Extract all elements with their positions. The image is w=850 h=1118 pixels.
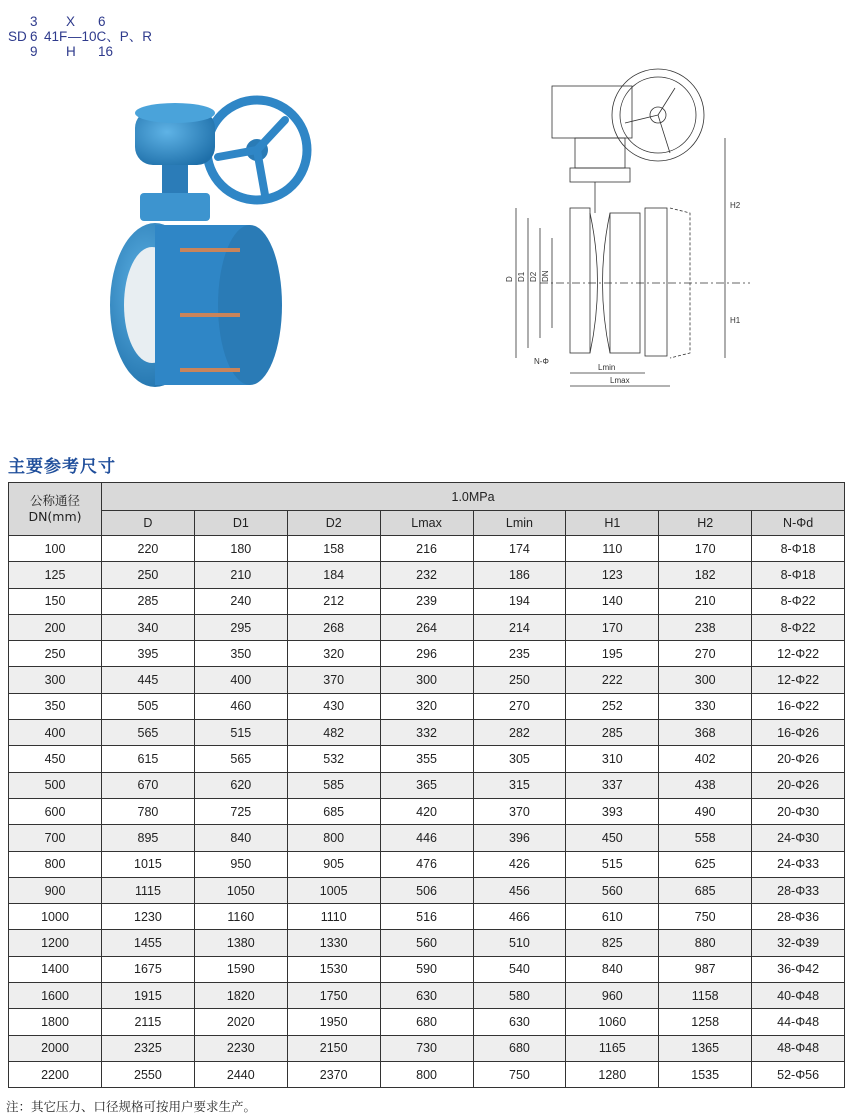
table-cell: 895 (102, 825, 195, 851)
table-cell: 40-Φ48 (752, 983, 845, 1009)
table-cell: 700 (9, 825, 102, 851)
table-cell: 300 (9, 667, 102, 693)
valve-dimension-drawing (500, 68, 760, 403)
table-cell: 210 (659, 588, 752, 614)
table-cell: 20-Φ26 (752, 772, 845, 798)
table-cell: 1005 (287, 877, 380, 903)
table-cell: 1110 (287, 904, 380, 930)
model-code-top-3: 6 (98, 14, 106, 29)
table-cell: 232 (380, 562, 473, 588)
table-cell: 174 (473, 536, 566, 562)
table-cell: 450 (9, 746, 102, 772)
table-cell: 240 (194, 588, 287, 614)
table-cell: 685 (287, 798, 380, 824)
table-cell: 184 (287, 562, 380, 588)
table-cell: 268 (287, 614, 380, 640)
table-cell: 2150 (287, 1035, 380, 1061)
col-header-lmax: Lmax (380, 511, 473, 536)
table-cell: 2200 (9, 1061, 102, 1087)
table-cell: 506 (380, 877, 473, 903)
table-cell: 466 (473, 904, 566, 930)
table-cell: 220 (102, 536, 195, 562)
table-cell: 200 (9, 614, 102, 640)
table-cell: 750 (659, 904, 752, 930)
table-cell: 450 (566, 825, 659, 851)
table-cell: 170 (659, 536, 752, 562)
table-cell: 44-Φ48 (752, 1009, 845, 1035)
table-cell: 565 (102, 720, 195, 746)
table-cell: 350 (194, 641, 287, 667)
table-cell: 456 (473, 877, 566, 903)
model-code-pressure: —10C、P、R (68, 29, 153, 44)
table-cell: 194 (473, 588, 566, 614)
table-cell: 270 (473, 693, 566, 719)
col-header-lmin: Lmin (473, 511, 566, 536)
table-cell: 905 (287, 851, 380, 877)
table-cell: 1050 (194, 877, 287, 903)
model-code-structure: 41F (44, 29, 68, 44)
table-cell: 1750 (287, 983, 380, 1009)
table-cell: 170 (566, 614, 659, 640)
footnote: 注：其它压力、口径规格可按用户要求生产。 (6, 1099, 257, 1114)
table-cell: 393 (566, 798, 659, 824)
table-cell: 2325 (102, 1035, 195, 1061)
table-cell: 800 (9, 851, 102, 877)
table-cell: 460 (194, 693, 287, 719)
table-cell: 16-Φ26 (752, 720, 845, 746)
table-cell: 420 (380, 798, 473, 824)
table-cell: 350 (9, 693, 102, 719)
table-cell: 264 (380, 614, 473, 640)
table-cell: 320 (380, 693, 473, 719)
table-cell: 670 (102, 772, 195, 798)
butterfly-valve-with-handwheel-photo (100, 75, 350, 410)
model-code-prefix: SD (8, 29, 27, 44)
table-row (9, 562, 845, 588)
col-header-n-phi-d: N-Φd (752, 511, 845, 536)
table-cell: 123 (566, 562, 659, 588)
table-cell: 355 (380, 746, 473, 772)
table-cell: 1400 (9, 956, 102, 982)
table-cell: 438 (659, 772, 752, 798)
table-cell: 505 (102, 693, 195, 719)
table-cell: 1365 (659, 1035, 752, 1061)
table-cell: 28-Φ33 (752, 877, 845, 903)
table-cell: 630 (473, 1009, 566, 1035)
table-cell: 1158 (659, 983, 752, 1009)
table-cell: 48-Φ48 (752, 1035, 845, 1061)
table-cell: 725 (194, 798, 287, 824)
table-row (9, 641, 845, 667)
table-cell: 250 (9, 641, 102, 667)
table-cell: 2115 (102, 1009, 195, 1035)
label-H1: H1 (730, 316, 741, 325)
dn-header (9, 483, 102, 536)
table-cell: 305 (473, 746, 566, 772)
table-cell: 2020 (194, 1009, 287, 1035)
table-cell: 500 (9, 772, 102, 798)
table-cell: 900 (9, 877, 102, 903)
table-cell: 685 (659, 877, 752, 903)
table-cell: 1280 (566, 1061, 659, 1087)
table-cell: 680 (380, 1009, 473, 1035)
table-row (9, 1009, 845, 1035)
table-cell: 24-Φ30 (752, 825, 845, 851)
label-DN: DN (541, 270, 550, 282)
table-cell: 12-Φ22 (752, 667, 845, 693)
table-cell: 482 (287, 720, 380, 746)
dn-header-line1: 公称通径 (29, 493, 80, 508)
table-cell: 8-Φ22 (752, 614, 845, 640)
table-cell: 620 (194, 772, 287, 798)
table-cell: 8-Φ22 (752, 588, 845, 614)
table-cell: 337 (566, 772, 659, 798)
table-row (9, 983, 845, 1009)
table-row (9, 720, 845, 746)
table-cell: 310 (566, 746, 659, 772)
table-row (9, 614, 845, 640)
table-cell: 20-Φ30 (752, 798, 845, 824)
table-cell: 476 (380, 851, 473, 877)
table-row (9, 588, 845, 614)
table-cell: 28-Φ36 (752, 904, 845, 930)
table-cell: 987 (659, 956, 752, 982)
table-cell: 1015 (102, 851, 195, 877)
table-cell: 840 (194, 825, 287, 851)
table-cell: 282 (473, 720, 566, 746)
table-cell: 615 (102, 746, 195, 772)
table-cell: 1200 (9, 930, 102, 956)
table-cell: 490 (659, 798, 752, 824)
model-code-top-1: 3 (30, 14, 38, 29)
table-cell: 20-Φ26 (752, 746, 845, 772)
table-cell: 315 (473, 772, 566, 798)
table-cell: 600 (9, 798, 102, 824)
table-cell: 8-Φ18 (752, 562, 845, 588)
table-cell: 430 (287, 693, 380, 719)
table-cell: 295 (194, 614, 287, 640)
table-cell: 252 (566, 693, 659, 719)
table-cell: 1530 (287, 956, 380, 982)
table-cell: 400 (9, 720, 102, 746)
table-cell: 32-Φ39 (752, 930, 845, 956)
table-row (9, 956, 845, 982)
table-cell: 446 (380, 825, 473, 851)
table-row (9, 1061, 845, 1087)
table-cell: 1950 (287, 1009, 380, 1035)
model-code-bottom-1: 9 (30, 44, 38, 59)
table-cell: 558 (659, 825, 752, 851)
table-row (9, 746, 845, 772)
table-cell: 150 (9, 588, 102, 614)
table-cell: 560 (566, 877, 659, 903)
table-cell: 396 (473, 825, 566, 851)
table-cell: 400 (194, 667, 287, 693)
table-cell: 1115 (102, 877, 195, 903)
table-cell: 285 (566, 720, 659, 746)
table-cell: 1535 (659, 1061, 752, 1087)
section-title: 主要参考尺寸 (8, 457, 116, 477)
table-cell: 800 (287, 825, 380, 851)
table-row (9, 877, 845, 903)
table-row (9, 693, 845, 719)
table-cell: 1915 (102, 983, 195, 1009)
table-cell: 565 (194, 746, 287, 772)
table-cell: 340 (102, 614, 195, 640)
table-cell: 2550 (102, 1061, 195, 1087)
table-cell: 516 (380, 904, 473, 930)
table-cell: 532 (287, 746, 380, 772)
table-cell: 300 (659, 667, 752, 693)
label-D1: D1 (517, 271, 526, 282)
table-row (9, 904, 845, 930)
table-cell: 402 (659, 746, 752, 772)
table-row (9, 536, 845, 562)
table-row (9, 1035, 845, 1061)
table-cell: 1230 (102, 904, 195, 930)
table-cell: 510 (473, 930, 566, 956)
table-cell: 800 (380, 1061, 473, 1087)
table-cell: 590 (380, 956, 473, 982)
col-header-d2: D2 (287, 511, 380, 536)
table-cell: 182 (659, 562, 752, 588)
col-header-h1: H1 (566, 511, 659, 536)
table-cell: 950 (194, 851, 287, 877)
table-cell: 426 (473, 851, 566, 877)
table-cell: 214 (473, 614, 566, 640)
table-cell: 1590 (194, 956, 287, 982)
table-cell: 1258 (659, 1009, 752, 1035)
table-cell: 580 (473, 983, 566, 1009)
table-cell: 300 (380, 667, 473, 693)
table-cell: 250 (102, 562, 195, 588)
table-cell: 625 (659, 851, 752, 877)
table-cell: 2370 (287, 1061, 380, 1087)
table-row (9, 825, 845, 851)
label-Lmin: Lmin (598, 363, 616, 372)
table-cell: 1160 (194, 904, 287, 930)
model-code-bottom-3: 16 (98, 44, 114, 59)
table-cell: 16-Φ22 (752, 693, 845, 719)
table-cell: 2000 (9, 1035, 102, 1061)
table-cell: 1380 (194, 930, 287, 956)
table-cell: 610 (566, 904, 659, 930)
table-cell: 216 (380, 536, 473, 562)
table-cell: 368 (659, 720, 752, 746)
table-cell: 680 (473, 1035, 566, 1061)
table-cell: 140 (566, 588, 659, 614)
table-cell: 365 (380, 772, 473, 798)
table-cell: 730 (380, 1035, 473, 1061)
table-cell: 1330 (287, 930, 380, 956)
table-cell: 1800 (9, 1009, 102, 1035)
table-cell: 212 (287, 588, 380, 614)
table-cell: 8-Φ18 (752, 536, 845, 562)
label-Lmax: Lmax (610, 376, 630, 385)
table-cell: 780 (102, 798, 195, 824)
model-code-bottom-2: H (66, 44, 76, 59)
table-cell: 370 (287, 667, 380, 693)
table-cell: 840 (566, 956, 659, 982)
table-cell: 515 (566, 851, 659, 877)
table-cell: 222 (566, 667, 659, 693)
table-cell: 960 (566, 983, 659, 1009)
table-cell: 320 (287, 641, 380, 667)
table-cell: 125 (9, 562, 102, 588)
table-cell: 2440 (194, 1061, 287, 1087)
table-cell: 560 (380, 930, 473, 956)
table-cell: 24-Φ33 (752, 851, 845, 877)
table-cell: 330 (659, 693, 752, 719)
table-cell: 880 (659, 930, 752, 956)
table-cell: 370 (473, 798, 566, 824)
table-cell: 630 (380, 983, 473, 1009)
col-header-d1: D1 (194, 511, 287, 536)
table-row (9, 930, 845, 956)
table-cell: 445 (102, 667, 195, 693)
table-cell: 52-Φ56 (752, 1061, 845, 1087)
table-cell: 235 (473, 641, 566, 667)
dimension-table (8, 482, 845, 1088)
label-D: D (505, 276, 514, 282)
label-n-phi: N-Φ (534, 357, 549, 366)
table-cell: 332 (380, 720, 473, 746)
table-cell: 1600 (9, 983, 102, 1009)
model-code-drive: 6 (30, 29, 38, 44)
label-D2: D2 (529, 271, 538, 282)
table-cell: 110 (566, 536, 659, 562)
table-cell: 239 (380, 588, 473, 614)
model-code-top-2: X (66, 14, 76, 29)
table-cell: 395 (102, 641, 195, 667)
table-row (9, 667, 845, 693)
table-cell: 540 (473, 956, 566, 982)
table-cell: 1165 (566, 1035, 659, 1061)
table-cell: 12-Φ22 (752, 641, 845, 667)
table-cell: 825 (566, 930, 659, 956)
table-cell: 285 (102, 588, 195, 614)
table-cell: 750 (473, 1061, 566, 1087)
col-header-h2: H2 (659, 511, 752, 536)
table-cell: 250 (473, 667, 566, 693)
table-cell: 296 (380, 641, 473, 667)
col-header-d: D (102, 511, 195, 536)
table-cell: 180 (194, 536, 287, 562)
table-row (9, 798, 845, 824)
table-cell: 2230 (194, 1035, 287, 1061)
table-cell: 515 (194, 720, 287, 746)
table-cell: 195 (566, 641, 659, 667)
table-cell: 1455 (102, 930, 195, 956)
table-cell: 100 (9, 536, 102, 562)
table-cell: 238 (659, 614, 752, 640)
label-H2: H2 (730, 201, 741, 210)
table-cell: 585 (287, 772, 380, 798)
table-cell: 270 (659, 641, 752, 667)
dn-header-line2: DN(mm) (28, 509, 82, 524)
table-cell: 210 (194, 562, 287, 588)
table-cell: 1675 (102, 956, 195, 982)
table-cell: 36-Φ42 (752, 956, 845, 982)
table-cell: 1060 (566, 1009, 659, 1035)
pressure-header: 1.0MPa (102, 483, 845, 511)
table-cell: 158 (287, 536, 380, 562)
table-row (9, 851, 845, 877)
table-cell: 186 (473, 562, 566, 588)
table-row (9, 772, 845, 798)
table-cell: 1820 (194, 983, 287, 1009)
table-cell: 1000 (9, 904, 102, 930)
